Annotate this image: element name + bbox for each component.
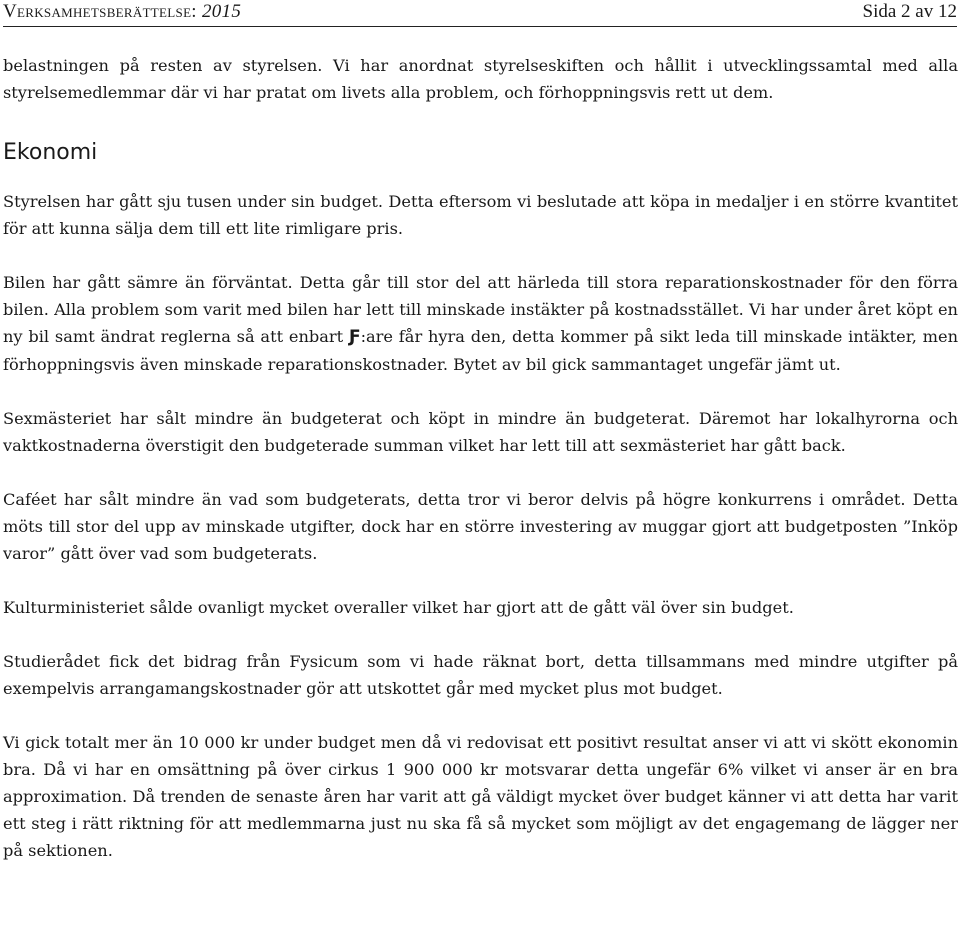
page-number: Sida 2 av 12 — [862, 1, 957, 22]
intro-paragraph: belastningen på resten av styrelsen. Vi har anordnat styrelseskiften och hållit i utvecklingssamtal med alla styrelsemedlemmar där vi har pratat om livets alla problem, och förhoppningsvis rett ut dem. — [3, 56, 958, 102]
paragraph-bilen-part1: Bilen har gått sämre än förväntat. Detta går till stor del att härleda till stora reparationskostnader för den förra bilen. Alla problem som varit med bilen har lett till minskade instäkter på kostnadsstället. Vi har under året köpt en ny bil samt ändrat reglerna så att enbart — [3, 273, 958, 346]
paragraph-bilen-part2: :are får hyra den, detta kommer på sikt leda till minskade intäkter, men förhoppningsvis även minskade reparationskostnader. Bytet av bil gick sammantaget ungefär jämt ut. — [3, 327, 958, 374]
section-heading-ekonomi: Ekonomi — [3, 140, 98, 165]
paragraph-studieradet: Studierådet fick det bidrag från Fysicum som vi hade räknat bort, detta tillsammans med mindre utgifter på exempelvis arrangamangskostnader gör att utskottet går med mycket plus mot budget. — [3, 652, 958, 698]
paragraph-sexmasteriet: Sexmästeriet har sålt mindre än budgeterat och köpt in mindre än budgeterat. Däremot har lokalhyrorna och vaktkostnaderna överstigit den budgeterade summan vilket har lett till att sexmästeriet har gått back. — [3, 409, 958, 455]
header-title — [3, 1, 241, 23]
header-year: 2015 — [201, 1, 242, 22]
page-content — [3, 52, 958, 864]
paragraph-cafeet: Caféet har sålt mindre än vad som budgeterats, detta tror vi beror delvis på högre konkurrens i området. Detta möts till stor del upp av minskade utgifter, dock har en större investering av muggar gjort att budgetposten ”Inköp varor” gått över vad som budgeterats. — [3, 490, 958, 563]
paragraph-bilen — [3, 269, 958, 378]
paragraph-styrelsen: Styrelsen har gått sju tusen under sin budget. Detta eftersom vi beslutade att köpa in medaljer i en större kvantitet för att kunna sälja dem till ett lite rimligare pris. — [3, 192, 958, 238]
header-title-text: Verksamhetsberättelse: — [3, 1, 197, 22]
paragraph-summary: Vi gick totalt mer än 10 000 kr under budget men då vi redovisat ett positivt resultat anser vi att vi skött ekonomin bra. Då vi har en omsättning på över cirkus 1 900 000 kr motsvarar detta ungefär 6% vilket vi anser är en bra approximation. Då trenden de senaste åren har varit att gå väldigt mycket över budget känner vi att detta har varit ett steg i rätt riktning för att medlemmarna just nu ska få så mycket som möjligt av det engagemang de lägger ner på sektionen. — [3, 733, 958, 860]
symbol-glyph: Ƒ — [348, 327, 361, 347]
running-header — [3, 0, 957, 27]
paragraph-kulturministeriet: Kulturministeriet sålde ovanligt mycket overaller vilket har gjort att de gått väl över sin budget. — [3, 598, 794, 617]
